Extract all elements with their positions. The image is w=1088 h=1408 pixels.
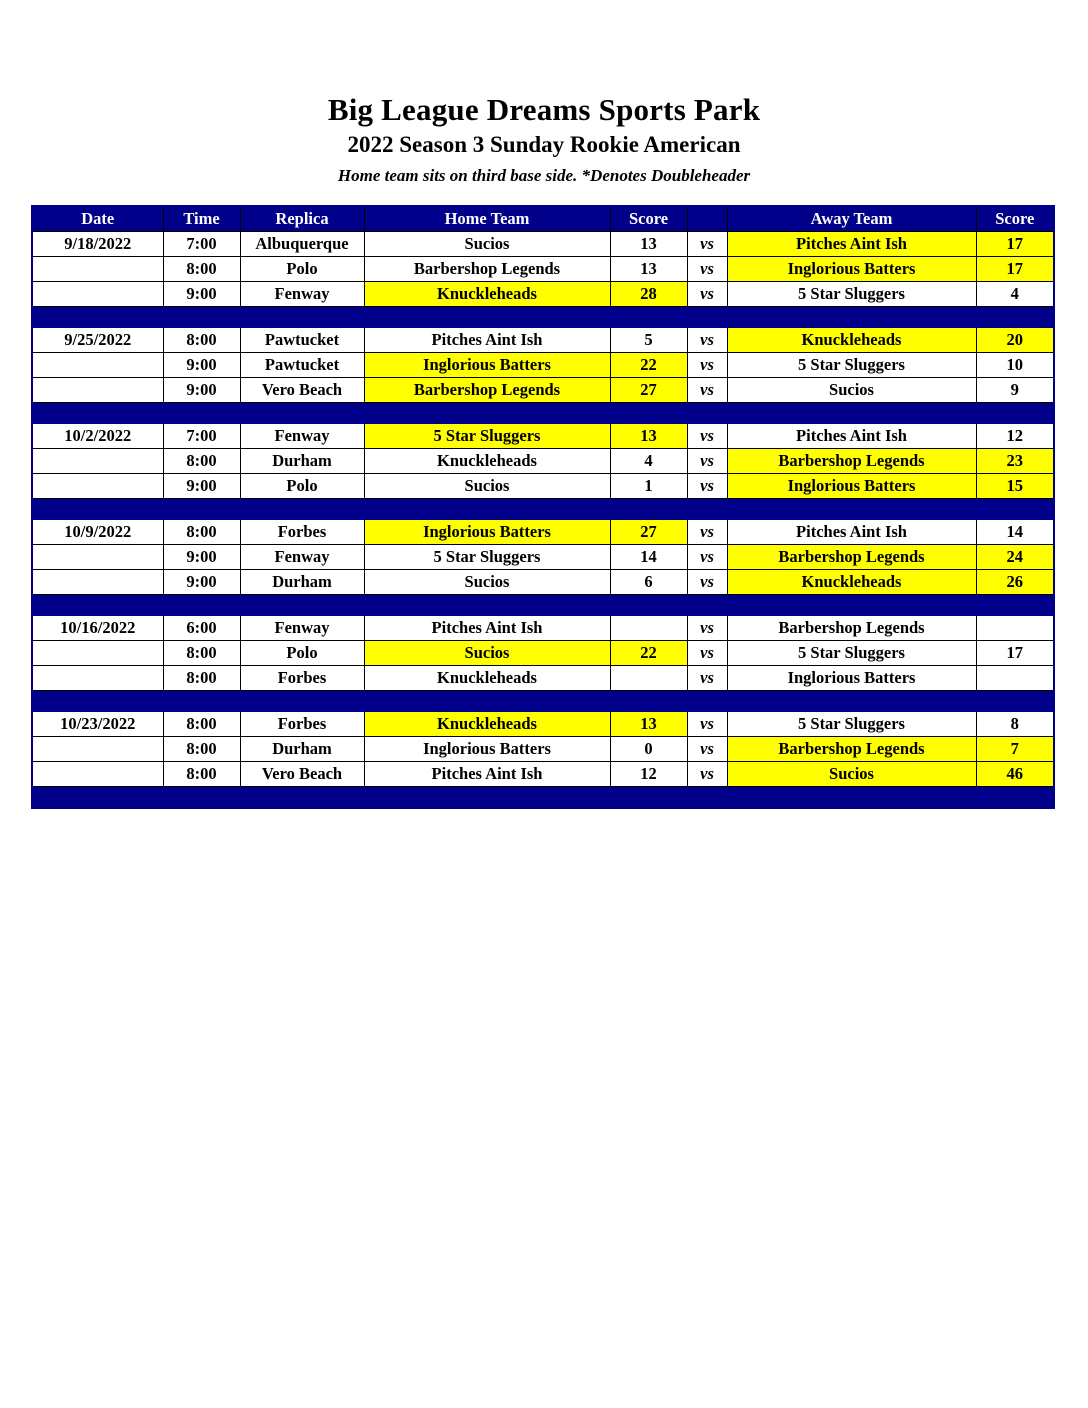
table-row	[32, 737, 1054, 762]
cell-date	[32, 545, 163, 570]
cell-replica: Forbes	[240, 712, 364, 737]
spacer-cell	[32, 307, 163, 328]
spacer-cell	[976, 787, 1054, 809]
spacer-cell	[32, 595, 163, 616]
cell-home-team: Knuckleheads	[364, 666, 610, 691]
cell-date	[32, 762, 163, 787]
spacer-cell	[32, 691, 163, 712]
cell-away-team: Barbershop Legends	[727, 449, 976, 474]
spacer-cell	[976, 595, 1054, 616]
table-row	[32, 666, 1054, 691]
cell-home-score: 28	[610, 282, 687, 307]
spacer-cell	[610, 403, 687, 424]
cell-replica: Vero Beach	[240, 378, 364, 403]
table-spacer-row	[32, 595, 1054, 616]
cell-vs: vs	[687, 520, 727, 545]
cell-vs: vs	[687, 545, 727, 570]
cell-time: 8:00	[163, 712, 240, 737]
cell-home-score	[610, 666, 687, 691]
cell-away-score	[976, 666, 1054, 691]
cell-away-team: Pitches Aint Ish	[727, 424, 976, 449]
table-row	[32, 616, 1054, 641]
cell-replica: Durham	[240, 570, 364, 595]
cell-date	[32, 449, 163, 474]
cell-home-team: Pitches Aint Ish	[364, 762, 610, 787]
cell-time: 9:00	[163, 545, 240, 570]
cell-home-team: Inglorious Batters	[364, 737, 610, 762]
table-spacer-row	[32, 403, 1054, 424]
cell-time: 8:00	[163, 328, 240, 353]
cell-away-score: 20	[976, 328, 1054, 353]
cell-vs: vs	[687, 712, 727, 737]
cell-date	[32, 570, 163, 595]
spacer-cell	[976, 691, 1054, 712]
cell-time: 6:00	[163, 616, 240, 641]
cell-away-score: 15	[976, 474, 1054, 499]
spacer-cell	[727, 403, 976, 424]
spacer-cell	[240, 403, 364, 424]
cell-away-team: Inglorious Batters	[727, 474, 976, 499]
cell-home-team: 5 Star Sluggers	[364, 424, 610, 449]
cell-time: 9:00	[163, 282, 240, 307]
cell-home-score	[610, 616, 687, 641]
spacer-cell	[610, 595, 687, 616]
table-row	[32, 353, 1054, 378]
cell-home-score: 0	[610, 737, 687, 762]
cell-away-team: Pitches Aint Ish	[727, 232, 976, 257]
table-row	[32, 570, 1054, 595]
cell-away-score: 46	[976, 762, 1054, 787]
cell-home-score: 13	[610, 257, 687, 282]
cell-date	[32, 737, 163, 762]
cell-home-score: 6	[610, 570, 687, 595]
spacer-cell	[364, 499, 610, 520]
cell-vs: vs	[687, 570, 727, 595]
cell-away-score: 17	[976, 232, 1054, 257]
spacer-cell	[364, 307, 610, 328]
table-row	[32, 232, 1054, 257]
cell-replica: Durham	[240, 449, 364, 474]
cell-time: 7:00	[163, 232, 240, 257]
cell-time: 8:00	[163, 737, 240, 762]
cell-away-team: Barbershop Legends	[727, 545, 976, 570]
cell-away-score: 17	[976, 257, 1054, 282]
cell-replica: Fenway	[240, 616, 364, 641]
cell-replica: Polo	[240, 641, 364, 666]
document-header	[0, 0, 1088, 188]
cell-away-score: 7	[976, 737, 1054, 762]
cell-time: 9:00	[163, 353, 240, 378]
cell-away-team: Knuckleheads	[727, 570, 976, 595]
spacer-cell	[364, 403, 610, 424]
cell-away-team: Pitches Aint Ish	[727, 520, 976, 545]
spacer-cell	[687, 307, 727, 328]
cell-replica: Pawtucket	[240, 353, 364, 378]
spacer-cell	[163, 691, 240, 712]
cell-replica: Vero Beach	[240, 762, 364, 787]
spacer-cell	[163, 595, 240, 616]
cell-date: 10/23/2022	[32, 712, 163, 737]
column-header-home-team: Home Team	[364, 206, 610, 232]
cell-away-score: 8	[976, 712, 1054, 737]
spacer-cell	[976, 403, 1054, 424]
cell-date	[32, 282, 163, 307]
column-header-replica: Replica	[240, 206, 364, 232]
schedule-table	[31, 205, 1055, 809]
table-row	[32, 282, 1054, 307]
cell-away-team: Inglorious Batters	[727, 257, 976, 282]
spacer-cell	[163, 787, 240, 809]
cell-home-team: Sucios	[364, 474, 610, 499]
cell-away-team: 5 Star Sluggers	[727, 712, 976, 737]
page-title: Big League Dreams Sports Park	[327, 92, 761, 127]
cell-home-score: 27	[610, 520, 687, 545]
cell-vs: vs	[687, 232, 727, 257]
cell-home-score: 22	[610, 641, 687, 666]
cell-away-score: 26	[976, 570, 1054, 595]
spacer-cell	[240, 691, 364, 712]
cell-home-team: Sucios	[364, 570, 610, 595]
cell-home-team: Barbershop Legends	[364, 378, 610, 403]
spacer-cell	[727, 595, 976, 616]
cell-vs: vs	[687, 257, 727, 282]
table-row	[32, 641, 1054, 666]
cell-away-score: 12	[976, 424, 1054, 449]
table-header-row	[32, 206, 1054, 232]
cell-date	[32, 666, 163, 691]
cell-vs: vs	[687, 353, 727, 378]
schedule-table-wrapper	[31, 205, 1053, 809]
cell-vs: vs	[687, 449, 727, 474]
cell-date: 9/25/2022	[32, 328, 163, 353]
cell-home-score: 4	[610, 449, 687, 474]
spacer-cell	[364, 787, 610, 809]
spacer-cell	[364, 691, 610, 712]
spacer-cell	[727, 307, 976, 328]
cell-time: 8:00	[163, 762, 240, 787]
cell-time: 8:00	[163, 449, 240, 474]
cell-home-team: Inglorious Batters	[364, 520, 610, 545]
cell-time: 7:00	[163, 424, 240, 449]
table-row	[32, 545, 1054, 570]
cell-away-team: Sucios	[727, 762, 976, 787]
cell-home-team: Sucios	[364, 641, 610, 666]
table-spacer-row	[32, 307, 1054, 328]
spacer-cell	[32, 499, 163, 520]
table-row	[32, 257, 1054, 282]
spacer-cell	[727, 499, 976, 520]
spacer-cell	[976, 307, 1054, 328]
cell-home-score: 27	[610, 378, 687, 403]
table-row	[32, 762, 1054, 787]
cell-away-team: Inglorious Batters	[727, 666, 976, 691]
spacer-cell	[240, 787, 364, 809]
cell-date	[32, 257, 163, 282]
cell-vs: vs	[687, 666, 727, 691]
cell-vs: vs	[687, 424, 727, 449]
table-row	[32, 378, 1054, 403]
cell-away-team: 5 Star Sluggers	[727, 641, 976, 666]
cell-vs: vs	[687, 474, 727, 499]
cell-home-team: Inglorious Batters	[364, 353, 610, 378]
cell-vs: vs	[687, 328, 727, 353]
cell-away-score: 17	[976, 641, 1054, 666]
cell-home-score: 13	[610, 232, 687, 257]
spacer-cell	[610, 787, 687, 809]
cell-time: 8:00	[163, 666, 240, 691]
spacer-cell	[687, 787, 727, 809]
cell-away-team: Barbershop Legends	[727, 737, 976, 762]
cell-replica: Forbes	[240, 520, 364, 545]
column-header-home-score: Score	[610, 206, 687, 232]
cell-away-score: 14	[976, 520, 1054, 545]
spacer-cell	[163, 307, 240, 328]
cell-vs: vs	[687, 762, 727, 787]
cell-date	[32, 641, 163, 666]
cell-home-team: Knuckleheads	[364, 282, 610, 307]
cell-home-score: 1	[610, 474, 687, 499]
cell-replica: Durham	[240, 737, 364, 762]
cell-home-team: 5 Star Sluggers	[364, 545, 610, 570]
cell-away-score: 4	[976, 282, 1054, 307]
cell-home-score: 12	[610, 762, 687, 787]
column-header-vs	[687, 206, 727, 232]
table-row	[32, 474, 1054, 499]
spacer-cell	[727, 787, 976, 809]
cell-replica: Pawtucket	[240, 328, 364, 353]
cell-vs: vs	[687, 641, 727, 666]
cell-away-team: Barbershop Legends	[727, 616, 976, 641]
cell-away-team: 5 Star Sluggers	[727, 353, 976, 378]
cell-replica: Fenway	[240, 545, 364, 570]
cell-date	[32, 474, 163, 499]
column-header-away-score: Score	[976, 206, 1054, 232]
spacer-cell	[240, 595, 364, 616]
cell-replica: Forbes	[240, 666, 364, 691]
spacer-cell	[610, 691, 687, 712]
cell-home-team: Knuckleheads	[364, 449, 610, 474]
cell-home-team: Pitches Aint Ish	[364, 616, 610, 641]
cell-away-team: 5 Star Sluggers	[727, 282, 976, 307]
cell-date: 10/9/2022	[32, 520, 163, 545]
cell-time: 8:00	[163, 520, 240, 545]
cell-home-score: 5	[610, 328, 687, 353]
spacer-cell	[687, 595, 727, 616]
table-spacer-row	[32, 499, 1054, 520]
spacer-cell	[240, 307, 364, 328]
spacer-cell	[610, 307, 687, 328]
spacer-cell	[240, 499, 364, 520]
cell-time: 8:00	[163, 257, 240, 282]
cell-home-score: 22	[610, 353, 687, 378]
table-body	[32, 232, 1054, 809]
spacer-cell	[163, 499, 240, 520]
cell-date: 10/2/2022	[32, 424, 163, 449]
cell-time: 9:00	[163, 570, 240, 595]
cell-time: 9:00	[163, 474, 240, 499]
page-note: Home team sits on third base side. *Denotes Doubleheader	[337, 166, 751, 185]
cell-away-team: Knuckleheads	[727, 328, 976, 353]
cell-date: 9/18/2022	[32, 232, 163, 257]
spacer-cell	[32, 403, 163, 424]
cell-home-team: Pitches Aint Ish	[364, 328, 610, 353]
cell-vs: vs	[687, 378, 727, 403]
spacer-cell	[364, 595, 610, 616]
cell-time: 9:00	[163, 378, 240, 403]
spacer-cell	[32, 787, 163, 809]
cell-home-team: Barbershop Legends	[364, 257, 610, 282]
cell-away-score: 10	[976, 353, 1054, 378]
spacer-cell	[163, 403, 240, 424]
spacer-cell	[687, 403, 727, 424]
table-row	[32, 449, 1054, 474]
cell-home-score: 14	[610, 545, 687, 570]
page-subtitle: 2022 Season 3 Sunday Rookie American	[347, 132, 741, 157]
cell-replica: Fenway	[240, 282, 364, 307]
cell-home-score: 13	[610, 424, 687, 449]
cell-date	[32, 378, 163, 403]
cell-away-score: 24	[976, 545, 1054, 570]
cell-away-score: 9	[976, 378, 1054, 403]
cell-time: 8:00	[163, 641, 240, 666]
cell-replica: Polo	[240, 474, 364, 499]
spacer-cell	[727, 691, 976, 712]
cell-vs: vs	[687, 282, 727, 307]
cell-replica: Fenway	[240, 424, 364, 449]
cell-date: 10/16/2022	[32, 616, 163, 641]
cell-away-score: 23	[976, 449, 1054, 474]
spacer-cell	[687, 691, 727, 712]
cell-away-score	[976, 616, 1054, 641]
spacer-cell	[610, 499, 687, 520]
cell-date	[32, 353, 163, 378]
spacer-cell	[687, 499, 727, 520]
table-spacer-row	[32, 691, 1054, 712]
spacer-cell	[976, 499, 1054, 520]
cell-away-team: Sucios	[727, 378, 976, 403]
column-header-date: Date	[32, 206, 163, 232]
column-header-away-team: Away Team	[727, 206, 976, 232]
table-row	[32, 424, 1054, 449]
cell-home-score: 13	[610, 712, 687, 737]
table-row	[32, 328, 1054, 353]
cell-vs: vs	[687, 737, 727, 762]
cell-vs: vs	[687, 616, 727, 641]
cell-replica: Polo	[240, 257, 364, 282]
cell-home-team: Knuckleheads	[364, 712, 610, 737]
table-row	[32, 520, 1054, 545]
cell-replica: Albuquerque	[240, 232, 364, 257]
cell-home-team: Sucios	[364, 232, 610, 257]
table-spacer-row	[32, 787, 1054, 809]
column-header-time: Time	[163, 206, 240, 232]
table-row	[32, 712, 1054, 737]
